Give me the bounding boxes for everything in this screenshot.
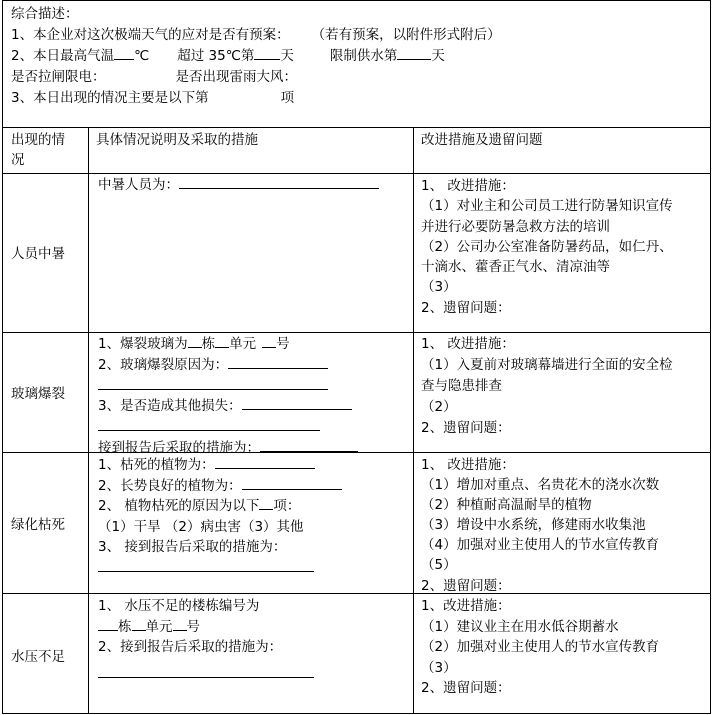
glass-burst-details: 1、爆裂玻璃为 栋 单元 号 2、玻璃爆裂原因为： 3、是否造成其他损失： 接到报告后采取的措施为： xyxy=(98,334,358,459)
glass-loss-blank[interactable] xyxy=(242,397,352,410)
water-limit-day-unit: 天 xyxy=(431,48,445,64)
glass-cause-blank-2[interactable] xyxy=(98,377,328,390)
row-label-plant-death: 绿化枯死 xyxy=(11,517,65,533)
heatstroke-details: 中暑人员为： xyxy=(98,176,379,196)
plan-note: （若有预案，以附件形式附后） xyxy=(311,27,501,43)
summary-section xyxy=(3,1,710,128)
row-divider-header xyxy=(3,173,710,174)
plant-death-details: 1、枯死的植物为： 2、长势良好的植物为： 2、 植物枯死的原因为以下 项： （1）干旱 （2）病虫害（3）其他 3、 接到报告后采取的措施为： xyxy=(98,455,342,579)
row-divider-1 xyxy=(3,332,710,333)
summary-line-2 xyxy=(11,47,445,66)
weather-report-form xyxy=(2,0,711,714)
plan-question: 1、本企业对这次极端天气的应对是否有预案： xyxy=(11,27,290,43)
healthy-plants-blank[interactable] xyxy=(242,477,342,490)
summary-line-1 xyxy=(11,26,501,45)
water-limit-days-blank[interactable] xyxy=(397,47,431,60)
row-label-heatstroke: 人员中暑 xyxy=(11,246,65,262)
summary-heading: 综合描述： xyxy=(11,6,79,22)
glass-loss-blank-2[interactable] xyxy=(98,418,320,431)
heatstroke-persons-blank[interactable] xyxy=(179,176,379,189)
max-temp-label: 2、本日最高气温 xyxy=(11,48,115,64)
heatstroke-improvements: 1、 改进措施： （1）对业主和公司员工进行防暑知识宣传 并进行必要防暑急救方法的培训 （2）公司办公室准备防暑药品，如仁丹、 十滴水、藿香正气水、清凉油等 （3） 2、遗留问题： xyxy=(421,178,673,316)
water-pressure-improvements: 1、改进措施： （1）建议业主在用水低谷期蓄水 （2）加强对业主使用人的节水宣传教育 （3） 2、遗留问题： xyxy=(421,598,660,697)
over35-label: 超过 35℃第 xyxy=(177,48,255,64)
summary-line-4 xyxy=(11,89,294,108)
water-limit-label: 限制供水第 xyxy=(329,48,398,64)
header-details: 具体情况说明及采取的措施 xyxy=(96,132,258,148)
column-divider-2 xyxy=(413,127,414,713)
glass-burst-improvements: 1、 改进措施： （1）入夏前对玻璃幕墙进行全面的安全检 查与隐患排查 （2） 2、遗留问题： xyxy=(421,336,673,436)
celsius-unit: ℃ xyxy=(134,48,150,64)
water-measure-blank[interactable] xyxy=(98,665,314,678)
power-cut-label: 是否拉闸限电： xyxy=(11,69,106,85)
column-divider-1 xyxy=(88,127,89,713)
situation-label: 3、本日出现的情况主要是以下第 xyxy=(11,90,209,106)
plant-death-improvements: 1、 改进措施： （1）增加对重点、名贵花木的浇水次数 （2）种植耐高温耐旱的植物 （3）增设中水系统，修建雨水收集池 （4）加强对业主使用人的节水宣传教育 （5） 2、遗留问题： xyxy=(421,457,660,594)
over35-days-blank[interactable] xyxy=(254,47,280,60)
row-label-glass-burst: 玻璃爆裂 xyxy=(11,386,65,402)
glass-cause-blank[interactable] xyxy=(228,356,328,369)
situation-item-unit: 项 xyxy=(280,90,295,106)
thunderstorm-label: 是否出现雷雨大风： xyxy=(175,69,297,85)
dead-plants-blank[interactable] xyxy=(215,456,315,469)
header-situation: 出现的情 况 xyxy=(11,132,65,168)
summary-line-3 xyxy=(11,68,297,87)
header-improvements: 改进措施及遗留问题 xyxy=(421,132,543,148)
plant-measure-blank[interactable] xyxy=(98,559,314,572)
glass-measure-blank[interactable] xyxy=(260,439,358,452)
row-label-low-water-pressure: 水压不足 xyxy=(11,649,65,665)
max-temp-blank[interactable] xyxy=(114,47,134,60)
water-pressure-details: 1、 水压不足的楼栋编号为 栋 单元 号 2、接到报告后采取的措施为： xyxy=(98,596,314,684)
over35-day-unit: 天 xyxy=(280,48,294,64)
